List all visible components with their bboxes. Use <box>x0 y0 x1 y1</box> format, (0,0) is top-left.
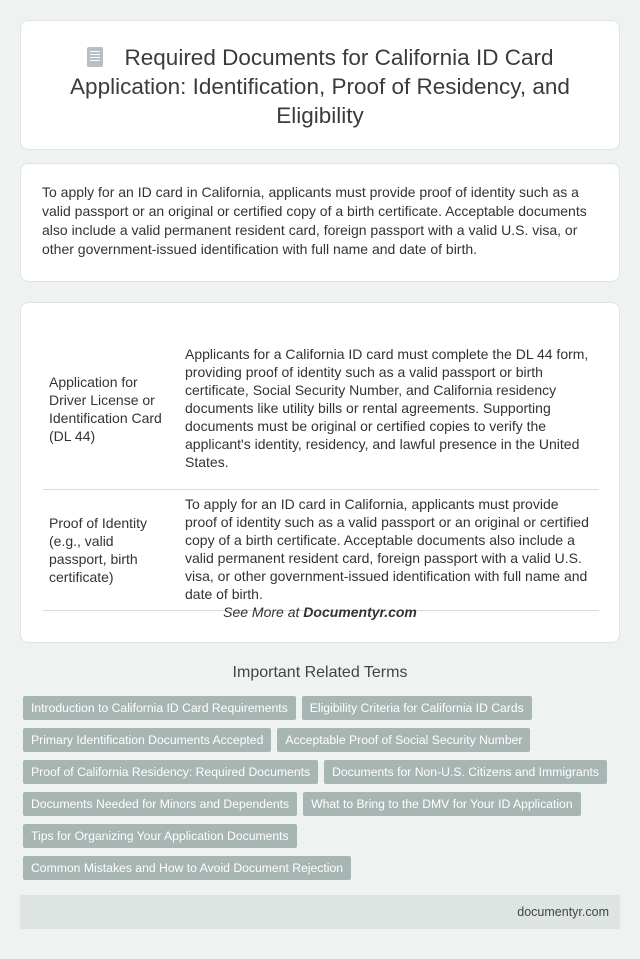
related-term-tag[interactable]: What to Bring to the DMV for Your ID Application <box>303 792 581 816</box>
row-term: Proof of Identity (e.g., valid passport, birth certificate) <box>43 489 183 610</box>
row-description: Applicants for a California ID card must complete the DL 44 form, providing proof of identity such as a valid passport or birth certificate, Social Security Number, and California residency documents like utility bills or rental agreements. Supporting documents must be original or certified copies to verify the applicant's identity, residency, and lawful presence in the United States. <box>183 329 599 489</box>
intro-paragraph: To apply for an ID card in California, applicants must provide proof of identity such as a valid passport or an original or certified copy of a birth certificate. Acceptable documents also include a valid permanent resident card, foreign passport with a valid U.S. visa, or other government-issued identification with full name and date of birth. <box>42 184 587 257</box>
footer-site-link[interactable]: documentyr.com <box>517 905 609 919</box>
related-term-tag[interactable]: Common Mistakes and How to Avoid Document Rejection <box>23 856 351 880</box>
row-term: Application for Driver License or Identification Card (DL 44) <box>43 329 183 489</box>
intro-card <box>20 163 620 282</box>
related-term-tag[interactable]: Eligibility Criteria for California ID Cards <box>302 696 532 720</box>
see-more-prefix: See More at <box>223 604 300 620</box>
related-term-tag[interactable]: Documents for Non-U.S. Citizens and Immigrants <box>324 760 607 784</box>
documents-table-card <box>20 302 620 643</box>
row-description: To apply for an ID card in California, applicants must provide proof of identity such as a valid passport or an original or certified copy of a birth certificate. Acceptable documents also include a valid permanent resident card, foreign passport with a valid U.S. visa, or other government-issued identification with full name and date of birth. <box>183 489 599 610</box>
see-more-link[interactable] <box>21 604 619 620</box>
related-term-tag[interactable]: Acceptable Proof of Social Security Number <box>277 728 530 752</box>
page-title <box>21 21 619 130</box>
see-more-site: Documentyr.com <box>303 604 417 620</box>
page-title-text: Required Documents for California ID Card Application: Identification, Proof of Residency, and Eligibility <box>70 45 570 128</box>
table-row <box>43 489 599 610</box>
related-terms-list <box>23 696 620 880</box>
related-term-tag[interactable]: Primary Identification Documents Accepted <box>23 728 271 752</box>
related-term-tag[interactable]: Documents Needed for Minors and Dependents <box>23 792 297 816</box>
document-icon <box>87 47 103 67</box>
related-term-tag[interactable]: Proof of California Residency: Required Documents <box>23 760 318 784</box>
related-terms-title: Important Related Terms <box>232 664 408 681</box>
related-term-tag[interactable]: Introduction to California ID Card Requirements <box>23 696 296 720</box>
title-card <box>20 20 620 150</box>
related-term-tag[interactable]: Tips for Organizing Your Application Documents <box>23 824 297 848</box>
footer <box>20 895 620 929</box>
documents-table <box>43 329 599 611</box>
table-row <box>43 329 599 489</box>
